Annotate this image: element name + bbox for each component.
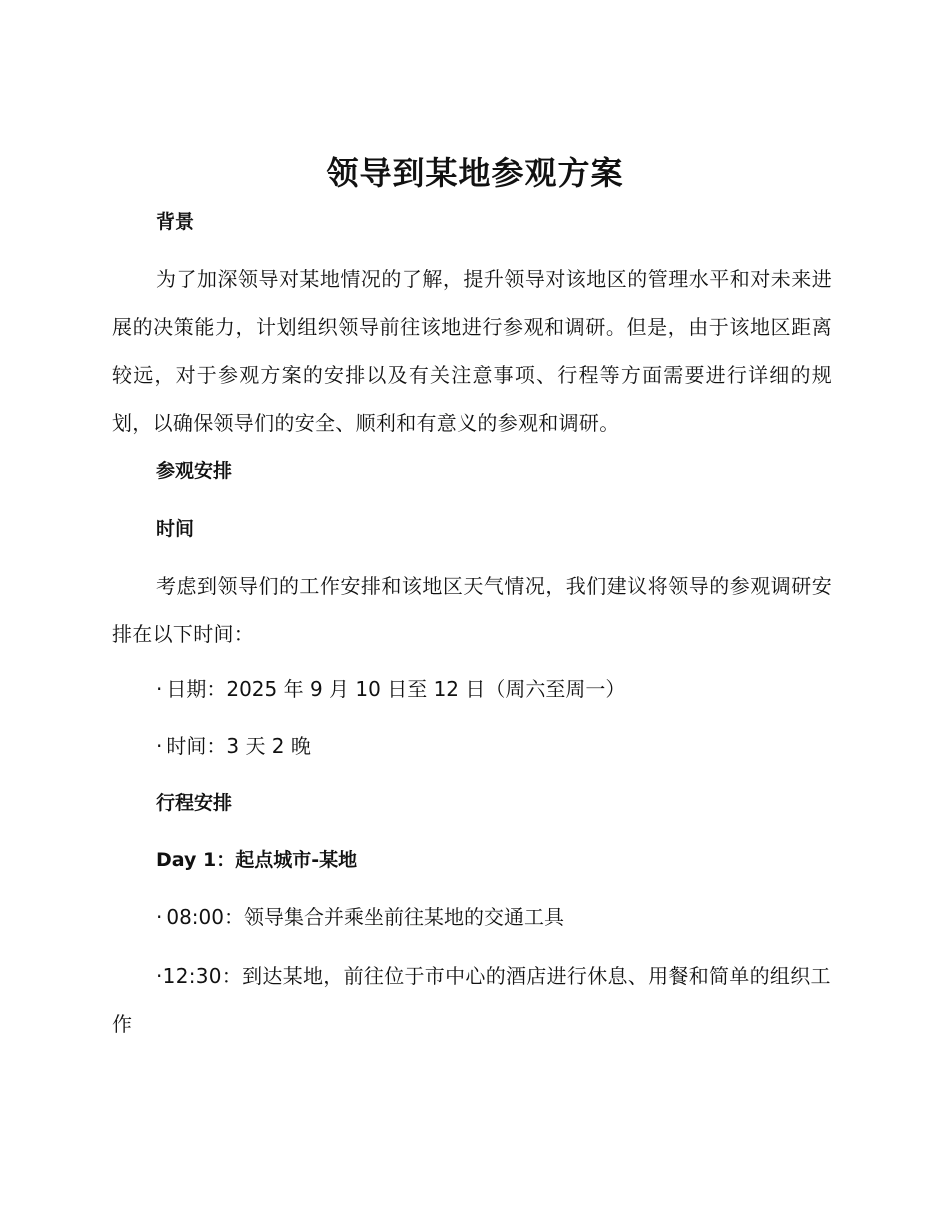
bullet-dot: · bbox=[156, 905, 163, 929]
list-item-text: 12:30：到达某地，前往位于市中心的酒店进行休息、用餐和简单的组织工作 bbox=[112, 964, 831, 1036]
document-title: 领导到某地参观方案 bbox=[326, 154, 624, 192]
list-item-day1-0800 bbox=[156, 903, 564, 931]
section-heading-itinerary: 行程安排 bbox=[156, 792, 233, 814]
list-item-day1-1230 bbox=[112, 952, 832, 1048]
background-paragraph: 为了加深领导对某地情况的了解，提升领导对该地区的管理水平和对未来进展的决策能力，计划组织领导前往该地进行参观和调研。但是，由于该地区距离较远，对于参观方案的安排以及有关注意事项、行程等方面需要进行详细的规划，以确保领导们的安全、顺利和有意义的参观和调研。 bbox=[112, 267, 832, 435]
bullet-dot: · bbox=[156, 734, 163, 758]
list-item-date bbox=[156, 675, 625, 703]
list-item-text: 08:00：领导集合并乘坐前往某地的交通工具 bbox=[166, 905, 564, 929]
bullet-dot: · bbox=[156, 964, 163, 988]
time-paragraph: 考虑到领导们的工作安排和该地区天气情况，我们建议将领导的参观调研安排在以下时间： bbox=[112, 574, 832, 646]
list-item-text: 时间：3 天 2 晚 bbox=[166, 734, 311, 758]
section-heading-day1: Day 1：起点城市-某地 bbox=[156, 849, 358, 871]
list-item-duration bbox=[156, 732, 311, 760]
section-heading-arrangement: 参观安排 bbox=[156, 460, 233, 482]
section-heading-time: 时间 bbox=[156, 518, 195, 540]
list-item-text: 日期：2025 年 9 月 10 日至 12 日（周六至周一） bbox=[166, 677, 626, 701]
section-heading-background: 背景 bbox=[156, 211, 195, 233]
bullet-dot: · bbox=[156, 677, 163, 701]
